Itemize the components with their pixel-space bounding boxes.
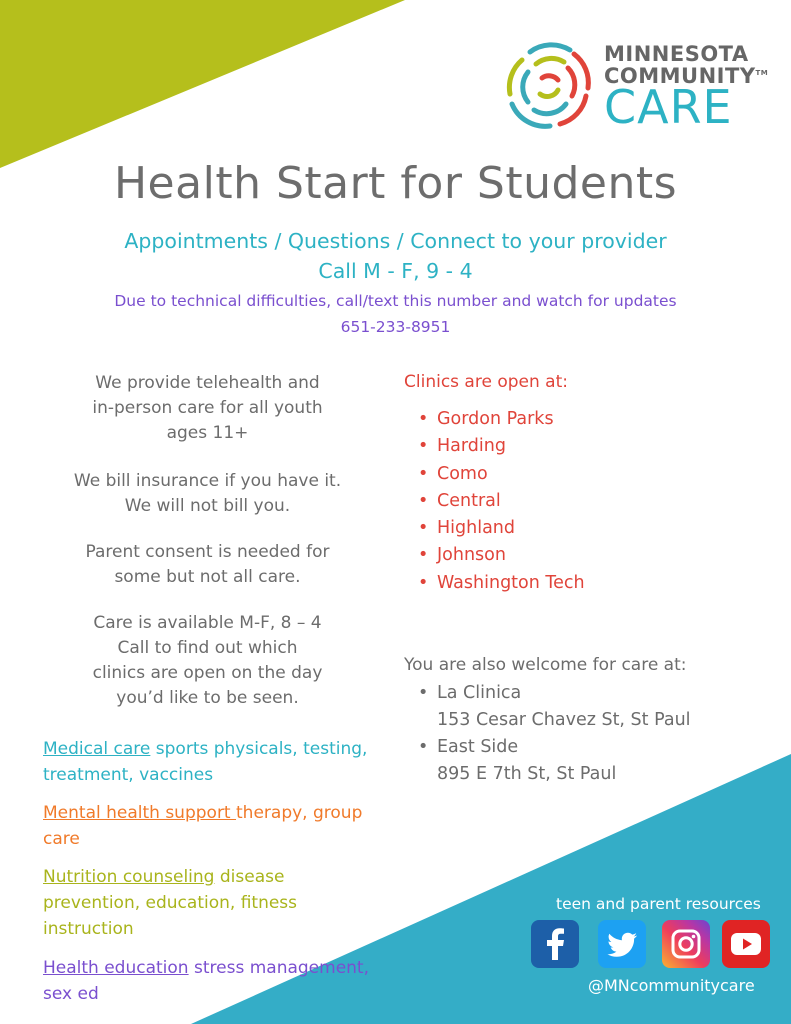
- facebook-glyph: [531, 920, 579, 968]
- nutrition-counseling-link[interactable]: Nutrition counseling: [43, 867, 215, 887]
- clinic-item: • Gordon Parks: [418, 406, 585, 433]
- welcome-location-item: [418, 680, 691, 734]
- technical-difficulties-notice: Due to technical difficulties, call/text this number and watch for updates: [114, 292, 677, 310]
- text-line: Call to find out which: [117, 638, 298, 658]
- phone-number[interactable]: 651-233-8951: [340, 318, 451, 336]
- text-line: clinics are open on the day: [92, 663, 323, 683]
- nutrition-description: disease prevention, education, fitness instruction: [43, 867, 298, 939]
- text-line: Care is available M-F, 8 – 4: [93, 613, 322, 633]
- social-handle[interactable]: @MNcommunitycare: [588, 976, 755, 995]
- clinics-list: [418, 406, 585, 597]
- service-nutrition: [43, 864, 383, 942]
- instagram-glyph: [662, 920, 710, 968]
- consent-paragraph: [40, 540, 375, 590]
- text-line: some but not all care.: [114, 567, 301, 587]
- appointments-line: Appointments / Questions / Connect to your provider: [124, 229, 667, 253]
- welcome-location-item: [418, 734, 691, 788]
- location-name: • La Clinica: [437, 683, 522, 703]
- text-line: We provide telehealth and: [95, 373, 320, 393]
- medical-care-link[interactable]: Medical care: [43, 739, 151, 759]
- logo-text-minnesota: MINNESOTA: [604, 42, 749, 66]
- service-mental-health: [43, 800, 383, 852]
- text-line: ages 11+: [166, 423, 249, 443]
- health-education-link[interactable]: Health education: [43, 958, 189, 978]
- location-address: 895 E 7th St, St Paul: [437, 764, 617, 784]
- logo-text-care: CARE: [604, 80, 733, 134]
- availability-paragraph: [40, 611, 375, 711]
- health-education-description: stress management, sex ed: [43, 958, 369, 1004]
- clinic-item: • Central: [418, 488, 585, 515]
- mental-health-support-link[interactable]: Mental health support: [43, 803, 237, 823]
- text-line: you’d like to be seen.: [116, 688, 299, 708]
- service-medical-care: [43, 736, 383, 788]
- clinic-item: • Harding: [418, 433, 585, 460]
- logo-swirl-icon: [500, 40, 596, 132]
- resources-label: teen and parent resources: [556, 895, 761, 913]
- clinic-item: • Como: [418, 461, 585, 488]
- youtube-glyph: [722, 920, 770, 968]
- twitter-icon[interactable]: [598, 920, 646, 968]
- text-line: We bill insurance if you have it.: [73, 471, 342, 491]
- text-line: Parent consent is needed for: [85, 542, 330, 562]
- text-line: We will not bill you.: [124, 496, 291, 516]
- service-health-education: [43, 955, 383, 1007]
- clinic-item: • Highland: [418, 515, 585, 542]
- clinic-item: • Johnson: [418, 542, 585, 569]
- clinic-item: • Washington Tech: [418, 570, 585, 597]
- location-address: 153 Cesar Chavez St, St Paul: [437, 710, 691, 730]
- also-welcome-list: [418, 680, 691, 788]
- clinics-heading: Clinics are open at:: [404, 372, 568, 392]
- text-line: in-person care for all youth: [92, 398, 323, 418]
- facebook-icon[interactable]: [531, 920, 579, 968]
- twitter-glyph: [598, 920, 646, 968]
- call-hours-line: Call M - F, 9 - 4: [318, 259, 473, 283]
- medical-care-description: sports physicals, testing, treatment, vaccines: [43, 739, 368, 785]
- mental-health-description: therapy, group care: [43, 803, 363, 849]
- telehealth-paragraph: [40, 371, 375, 446]
- also-welcome-heading: You are also welcome for care at:: [404, 655, 687, 675]
- decorative-olive-triangle: [0, 0, 410, 170]
- youtube-icon[interactable]: [722, 920, 770, 968]
- minnesota-community-care-logo: [500, 40, 769, 134]
- instagram-icon[interactable]: [662, 920, 710, 968]
- location-name: • East Side: [437, 737, 519, 757]
- logo-text-community: COMMUNITY™: [604, 64, 769, 88]
- page-title: Health Start for Students: [113, 158, 678, 209]
- billing-paragraph: [40, 469, 375, 519]
